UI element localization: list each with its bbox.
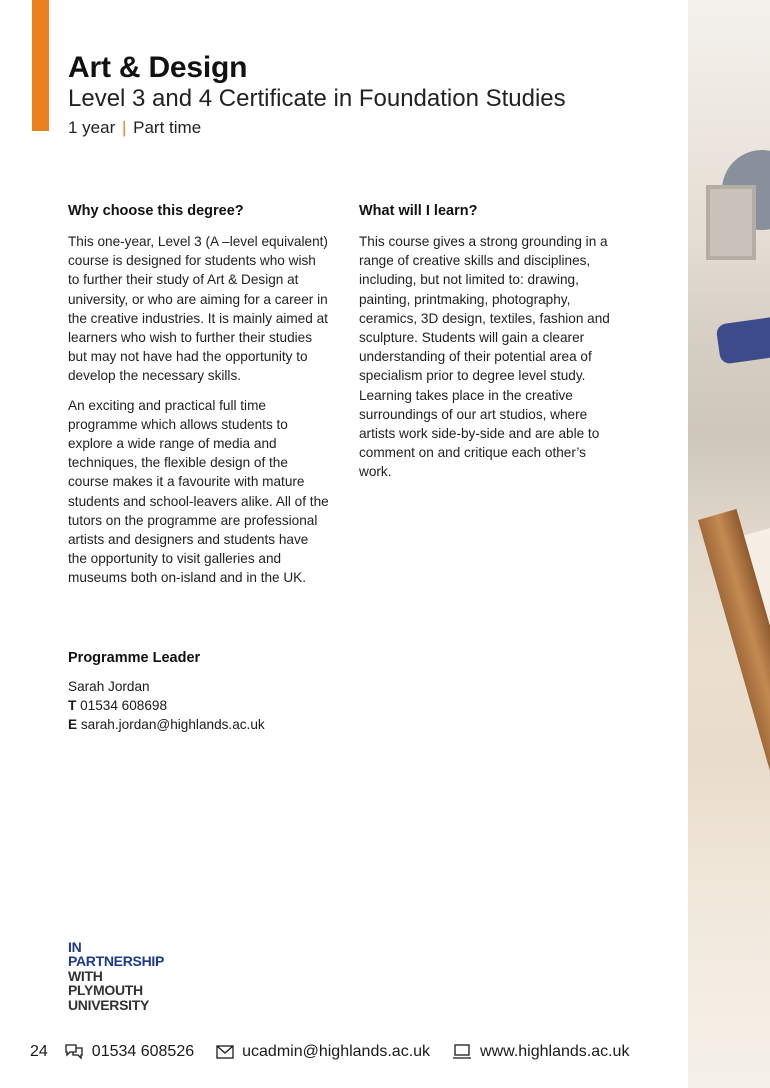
partnership-line-1: IN bbox=[68, 939, 82, 955]
partnership-line-5: UNIVERSITY bbox=[68, 996, 150, 1013]
art-studio-photo bbox=[688, 0, 770, 1088]
page-subtitle: Level 3 and 4 Certificate in Foundation Studies bbox=[68, 85, 566, 112]
leader-heading: Programme Leader bbox=[68, 650, 201, 666]
footer-phone-number: 01534 608526 bbox=[91, 1043, 195, 1060]
page-header bbox=[68, 51, 668, 139]
partnership-line-2: PARTNERSHIP bbox=[68, 953, 165, 970]
why-paragraph-2: An exciting and practical full time programme which allows students to explore a wide range of media and techniques, the flexible design of the course makes it a favourite with mature students and school-leavers alike. All of the tutors on the programme are professional artists and designers and students have the opportunity to visit galleries and museums both on-island and in the UK. bbox=[68, 397, 329, 586]
photo-wall-frame bbox=[706, 185, 756, 260]
photo-easel bbox=[698, 509, 770, 1088]
partnership-line-3: WITH bbox=[68, 967, 103, 984]
page-footer bbox=[30, 1040, 651, 1064]
envelope-icon bbox=[216, 1045, 234, 1059]
leader-phone[interactable]: 01534 608698 bbox=[80, 698, 168, 714]
footer-email-address: ucadmin@highlands.ac.uk bbox=[242, 1043, 431, 1060]
leader-email-line bbox=[68, 715, 330, 734]
course-duration: 1 year bbox=[68, 118, 116, 137]
course-mode: Part time bbox=[133, 118, 202, 137]
learn-paragraph-1: This course gives a strong grounding in a range of creative skills and disciplines, including, but not limited to: drawing, painting, printmaking, photography, ceramics, 3D design, textiles, fashion and sculpture. Students will gain a clearer understanding of their potential area of specialism prior to degree level study. Learning takes place in the creative surroundings of our art studios, where artists work side-by-side and are able to comment on and critique each other’s work. bbox=[359, 234, 610, 480]
partnership-logo bbox=[68, 940, 164, 1012]
page-title: Art & Design bbox=[68, 51, 248, 84]
why-heading: Why choose this degree? bbox=[68, 203, 244, 219]
leader-email[interactable]: sarah.jordan@highlands.ac.uk bbox=[80, 717, 265, 733]
why-section bbox=[68, 201, 330, 598]
photo-scarf bbox=[716, 315, 770, 364]
why-paragraph-1: This one-year, Level 3 (A –level equivalent) course is designed for students who wish to further their study of Art & Design at university, or who are aiming for a career in the creative industries. It is mainly aimed at learners who wish to further their studies but may not have had the opportunity to develop the necessary skills. bbox=[68, 234, 328, 384]
partnership-line-4: PLYMOUTH bbox=[68, 982, 143, 999]
footer-website[interactable] bbox=[452, 1043, 629, 1061]
learn-heading: What will I learn? bbox=[359, 203, 478, 219]
accent-bar bbox=[32, 0, 49, 131]
course-meta bbox=[68, 117, 668, 139]
learn-section bbox=[359, 201, 621, 492]
programme-leader-section bbox=[68, 648, 330, 735]
footer-phone[interactable] bbox=[64, 1043, 194, 1061]
speech-bubble-phone-icon bbox=[64, 1043, 84, 1061]
page-number: 24 bbox=[30, 1043, 48, 1060]
leader-name: Sarah Jordan bbox=[68, 679, 150, 694]
footer-website-url: www.highlands.ac.uk bbox=[480, 1043, 630, 1060]
leader-phone-line bbox=[68, 696, 330, 715]
footer-email[interactable] bbox=[216, 1043, 430, 1061]
leader-phone-label: T bbox=[68, 698, 77, 714]
laptop-icon bbox=[452, 1044, 472, 1060]
leader-email-label: E bbox=[68, 717, 78, 733]
meta-separator: | bbox=[121, 118, 127, 137]
